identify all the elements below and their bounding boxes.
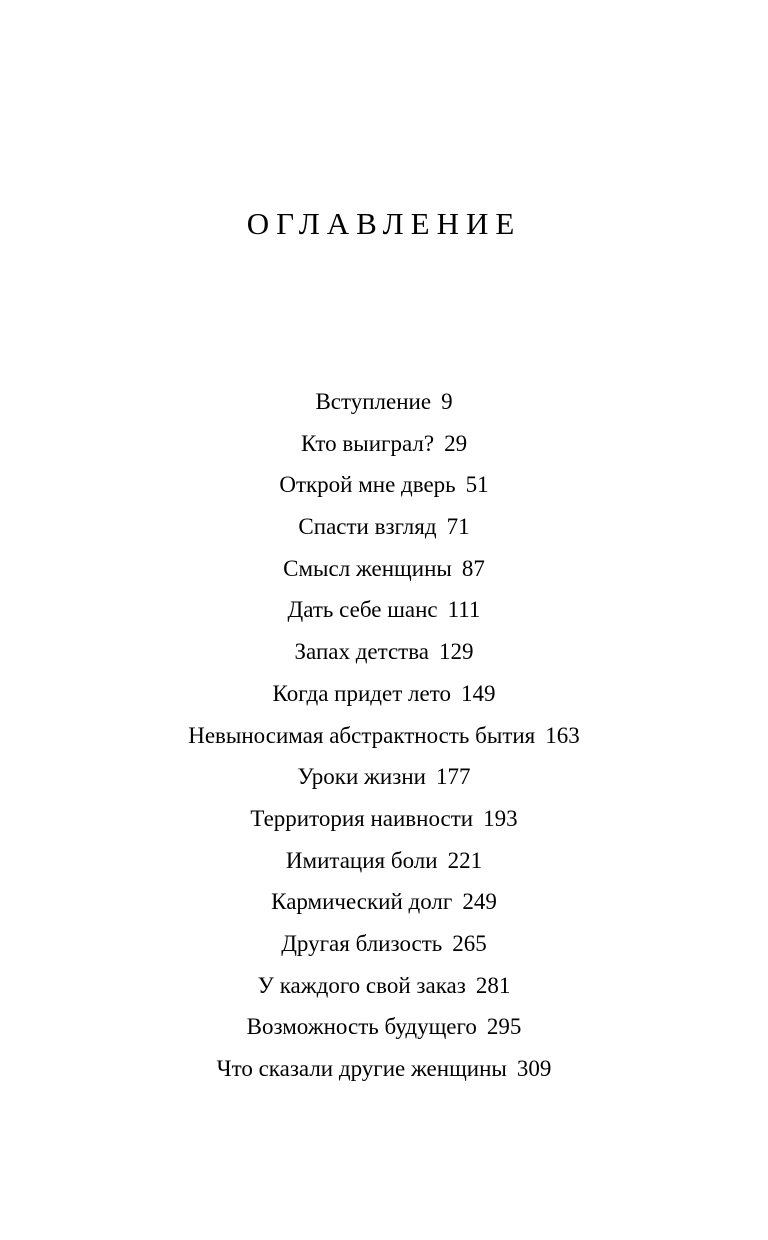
toc-entry-page: 71 — [446, 514, 470, 540]
toc-entry-page: 129 — [438, 639, 474, 665]
toc-entry-page: 265 — [452, 930, 487, 956]
toc-entry — [0, 840, 768, 882]
toc-entry-page: 149 — [460, 680, 496, 706]
toc-entry-title: Другая близость — [281, 930, 443, 956]
toc-entry-title: Дать себе шанс — [287, 597, 438, 623]
toc-entry — [0, 506, 768, 548]
toc-entry-title: Смысл женщины — [283, 555, 452, 581]
toc-entry-page: 193 — [483, 805, 518, 831]
toc-entry-page: 221 — [447, 847, 483, 873]
toc-entry-page: 281 — [475, 972, 511, 998]
toc-entry-page: 29 — [444, 430, 468, 456]
toc-entry — [0, 798, 768, 840]
toc-entry — [0, 1048, 768, 1090]
toc-entry-title: Кармический долг — [271, 889, 453, 915]
toc-entry-title: Территория наивности — [250, 805, 474, 831]
toc-entry — [0, 589, 768, 631]
toc-entry — [0, 631, 768, 673]
toc-entry-title: Что сказали другие женщины — [216, 1056, 507, 1081]
toc-entry-title: Кто выиграл? — [300, 430, 435, 456]
toc-entry-title: Возможность будущего — [246, 1014, 477, 1040]
toc-entry-title: Спасти взгляд — [298, 514, 437, 540]
toc-entry — [0, 965, 768, 1007]
toc-entry-page: 87 — [461, 555, 485, 581]
toc-entry — [0, 756, 768, 798]
toc-entry-title: Вступление — [315, 389, 432, 414]
toc-entry-page: 295 — [486, 1014, 522, 1040]
toc-list — [0, 381, 768, 1090]
toc-entry-page: 163 — [545, 722, 580, 748]
toc-entry-page: 111 — [447, 597, 481, 623]
toc-entry-page: 309 — [516, 1056, 552, 1081]
toc-entry — [0, 1006, 768, 1048]
toc-entry-page: 177 — [435, 764, 471, 790]
toc-entry-title: У каждого свой заказ — [257, 972, 466, 998]
toc-entry-page: 51 — [465, 472, 489, 498]
toc-entry — [0, 923, 768, 965]
toc-entry-title: Уроки жизни — [297, 764, 426, 790]
toc-entry — [0, 381, 768, 423]
toc-entry — [0, 548, 768, 590]
toc-entry — [0, 464, 768, 506]
toc-entry — [0, 423, 768, 465]
toc-entry-title: Невыносимая абстрактность бытия — [188, 722, 536, 748]
toc-entry — [0, 673, 768, 715]
toc-entry-page: 9 — [441, 389, 453, 414]
toc-entry-title: Открой мне дверь — [279, 472, 456, 498]
toc-entry-title: Запах детства — [294, 639, 429, 665]
toc-entry-title: Имитация боли — [285, 847, 438, 873]
toc-entry — [0, 715, 768, 757]
toc-entry-title: Когда придет лето — [272, 680, 451, 706]
toc-heading: ОГЛАВЛЕНИЕ — [246, 206, 522, 241]
toc-entry — [0, 881, 768, 923]
toc-entry-page: 249 — [462, 889, 497, 915]
